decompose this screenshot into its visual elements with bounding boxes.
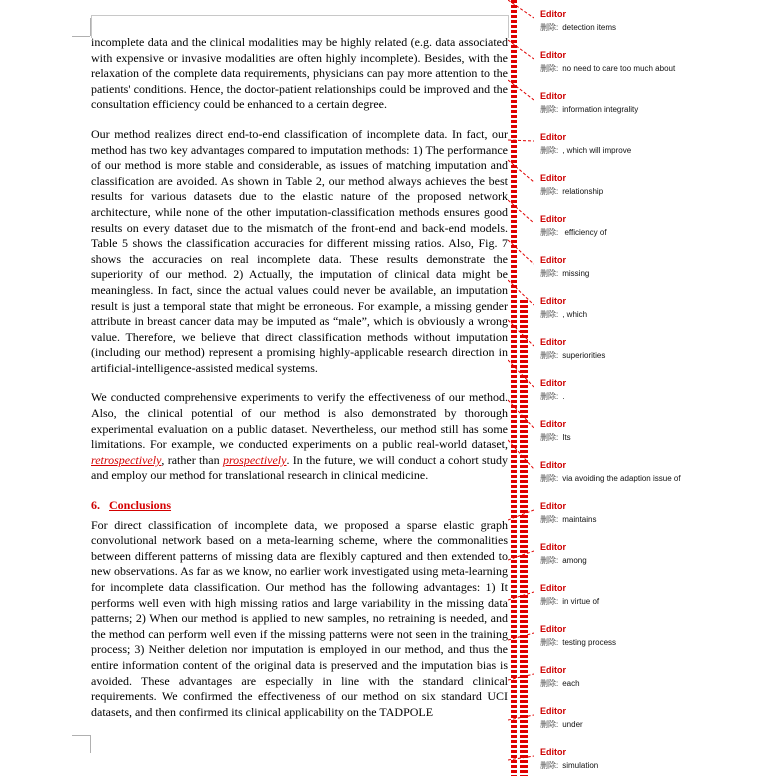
deleted-label: 删除:	[540, 310, 559, 319]
comment-text	[540, 678, 760, 690]
deleted-label: 删除:	[540, 351, 559, 360]
deleted-text: no need to care too much about	[562, 64, 676, 73]
comment-balloon[interactable]	[540, 418, 760, 444]
comment-balloon[interactable]	[540, 49, 760, 75]
margin-corner-mark	[90, 18, 91, 36]
comment-author: Editor	[540, 460, 566, 470]
comment-balloon[interactable]	[540, 623, 760, 649]
deleted-text: simulation	[562, 761, 599, 770]
section-heading[interactable]	[91, 498, 508, 514]
comment-author: Editor	[540, 9, 566, 19]
comment-author: Editor	[540, 624, 566, 634]
deleted-label: 删除:	[540, 638, 559, 647]
comment-text	[540, 145, 760, 157]
comment-author: Editor	[540, 583, 566, 593]
comment-balloon[interactable]	[540, 295, 760, 321]
deleted-label: 删除:	[540, 597, 559, 606]
section-number: 6.	[91, 498, 100, 513]
deleted-label: 删除:	[540, 64, 559, 73]
comment-text	[540, 227, 760, 239]
deleted-text: , which	[562, 310, 588, 319]
deleted-label: 删除:	[540, 105, 559, 114]
deleted-text: each	[562, 679, 580, 688]
deleted-text: , which will improve	[562, 146, 632, 155]
comment-connector-lines	[508, 0, 534, 776]
comment-text	[540, 514, 760, 526]
paragraph-conclusions[interactable]: For direct classification of incomplete data, we proposed a sparse elastic graph convolutional network based on a meta-learning scheme, where the commonalities between different patterns of missing data are flexibly captured and then extended to new observations. As far as we know, no earlier work investigated using meta-learning for incomplete data classification. Our method has the following advantages: 1) It performs well even with high missing ratios and large variability in the missing data patterns; 2) When our method is applied to new samples, no retraining is needed, and the method can perform well even if the missing patterns were not seen in the training process; 3) Neither deletion nor imputation is employed in our method, and thus the entire information content of the original data is preserved and the imputation bias is avoided. These advantages are especially in line with the standard clinical requirements. We confirmed the effectiveness of our method on six standard UCI datasets, and then confirmed its clinical applicability on the TADPOLE	[91, 517, 508, 719]
document-body[interactable]	[91, 35, 508, 734]
deleted-text: relationship	[562, 187, 604, 196]
margin-corner-mark	[72, 735, 90, 736]
deleted-text: efficiency of	[562, 228, 607, 237]
deleted-label: 删除:	[540, 187, 559, 196]
comment-balloon[interactable]	[540, 582, 760, 608]
margin-corner-mark	[90, 735, 91, 753]
comment-author: Editor	[540, 255, 566, 265]
comment-author: Editor	[540, 378, 566, 388]
margin-corner-mark	[72, 36, 90, 37]
comment-author: Editor	[540, 337, 566, 347]
comment-text	[540, 391, 760, 403]
comment-balloon[interactable]	[540, 131, 760, 157]
comment-text	[540, 473, 760, 485]
comment-balloon[interactable]	[540, 664, 760, 690]
deleted-text: detection items	[562, 23, 617, 32]
comment-balloon[interactable]	[540, 377, 760, 403]
comment-text	[540, 63, 760, 75]
comment-balloon[interactable]	[540, 500, 760, 526]
deleted-text: missing	[562, 269, 590, 278]
paragraph-discussion[interactable]: Our method realizes direct end-to-end classification of incomplete data. In fact, our method has two key advantages compared to imputation methods: 1) The performance of our method is more stable and considerable, as issues of matching imputation and classification are avoided. As shown in Table 2, our method always achieves the best results for various datasets due to the elastic nature of the proposed network architecture, while none of the other imputation-classification methods ensures good results on every dataset due to the mismatch of the front-end and back-end models. Table 5 shows the classification accuracies for different missing ratios. Also, Fig. 7 shows the accuracies on real incomplete data. These results demonstrate the superiority of our method. 2) Actually, the imputation of clinical data might be meaningless. In fact, since the actual values could never be available, an imputation result is just a temporal state that might be erroneous. For example, a missing gender attribute in breast cancer data may be imputed as “male”, which is obviously a wrong value. Therefore, we believe that direct classification methods without imputation (including our method) represent a promising highly-applicable research direction in artificial-intelligence-assisted medical systems.	[91, 126, 508, 375]
deleted-label: 删除:	[540, 761, 559, 770]
paragraph-text: We conducted comprehensive experiments to verify the effectiveness of our method. Also, the clinical potential of our method is also demonstrated by thorough experimental evaluation on a public dataset. Nevertheless, our method still has some limitations. For example, we conducted experiments on a public real-world dataset,	[91, 390, 508, 452]
comment-author: Editor	[540, 419, 566, 429]
comment-author: Editor	[540, 296, 566, 306]
comment-text	[540, 186, 760, 198]
deleted-text: via avoiding the adaption issue of	[562, 474, 681, 483]
comment-text	[540, 555, 760, 567]
comment-text	[540, 719, 760, 731]
paragraph-text: . In the future, we will conduct a cohort study and employ our method for translational research in clinical medicine.	[91, 452, 509, 483]
deleted-text: information integrality	[562, 105, 639, 114]
deleted-text: superiorities	[562, 351, 606, 360]
comment-balloon[interactable]	[540, 254, 760, 280]
comment-balloon[interactable]	[540, 705, 760, 731]
comment-author: Editor	[540, 50, 566, 60]
comment-text	[540, 432, 760, 444]
deleted-label: 删除:	[540, 679, 559, 688]
comment-balloon[interactable]	[540, 459, 760, 485]
deleted-text: under	[562, 720, 583, 729]
comment-author: Editor	[540, 173, 566, 183]
comment-text	[540, 637, 760, 649]
italic-term: retrospectively	[91, 452, 162, 467]
deleted-text: Its	[562, 433, 571, 442]
deleted-label: 删除:	[540, 720, 559, 729]
deleted-label: 删除:	[540, 269, 559, 278]
comment-balloon[interactable]	[540, 541, 760, 567]
comment-balloon[interactable]	[540, 336, 760, 362]
comment-author: Editor	[540, 91, 566, 101]
deleted-text: .	[562, 392, 565, 401]
deleted-label: 删除:	[540, 556, 559, 565]
deleted-label: 删除:	[540, 515, 559, 524]
comment-balloon[interactable]	[540, 90, 760, 116]
comment-text	[540, 268, 760, 280]
deleted-text: in virtue of	[562, 597, 600, 606]
comment-author: Editor	[540, 132, 566, 142]
comment-author: Editor	[540, 747, 566, 757]
section-title: Conclusions	[109, 498, 172, 513]
deleted-label: 删除:	[540, 433, 559, 442]
comment-text	[540, 760, 760, 772]
comment-text	[540, 350, 760, 362]
deleted-text: maintains	[562, 515, 597, 524]
comment-balloon[interactable]	[540, 8, 760, 34]
deleted-label: 删除:	[540, 392, 559, 401]
comment-author: Editor	[540, 542, 566, 552]
paragraph-experiments[interactable]	[91, 390, 508, 484]
comment-author: Editor	[540, 706, 566, 716]
deleted-label: 删除:	[540, 228, 559, 237]
comment-text	[540, 596, 760, 608]
deleted-text: among	[562, 556, 587, 565]
comments-pane[interactable]	[534, 0, 764, 776]
comment-author: Editor	[540, 214, 566, 224]
comment-author: Editor	[540, 501, 566, 511]
comment-text	[540, 309, 760, 321]
comment-author: Editor	[540, 665, 566, 675]
italic-term: prospectively	[222, 452, 287, 467]
deleted-label: 删除:	[540, 474, 559, 483]
deleted-label: 删除:	[540, 23, 559, 32]
comment-balloon[interactable]	[540, 746, 760, 772]
paragraph-text: , rather than	[161, 452, 220, 467]
deleted-label: 删除:	[540, 146, 559, 155]
comment-balloon[interactable]	[540, 213, 760, 239]
comment-balloon[interactable]	[540, 172, 760, 198]
comment-text	[540, 22, 760, 34]
deleted-text: testing process	[562, 638, 617, 647]
comment-text	[540, 104, 760, 116]
paragraph-intro[interactable]: incomplete data and the clinical modalities may be highly related (e.g. data associated with expensive or invasive modalities are often highly incomplete). Besides, with the relaxation of the complete data requirements, physicians can pay more attention to the patients' conditions. Hence, the doctor-patient relationships could be improved and the consultation efficiency could be enhanced to a certain degree.	[91, 35, 508, 112]
